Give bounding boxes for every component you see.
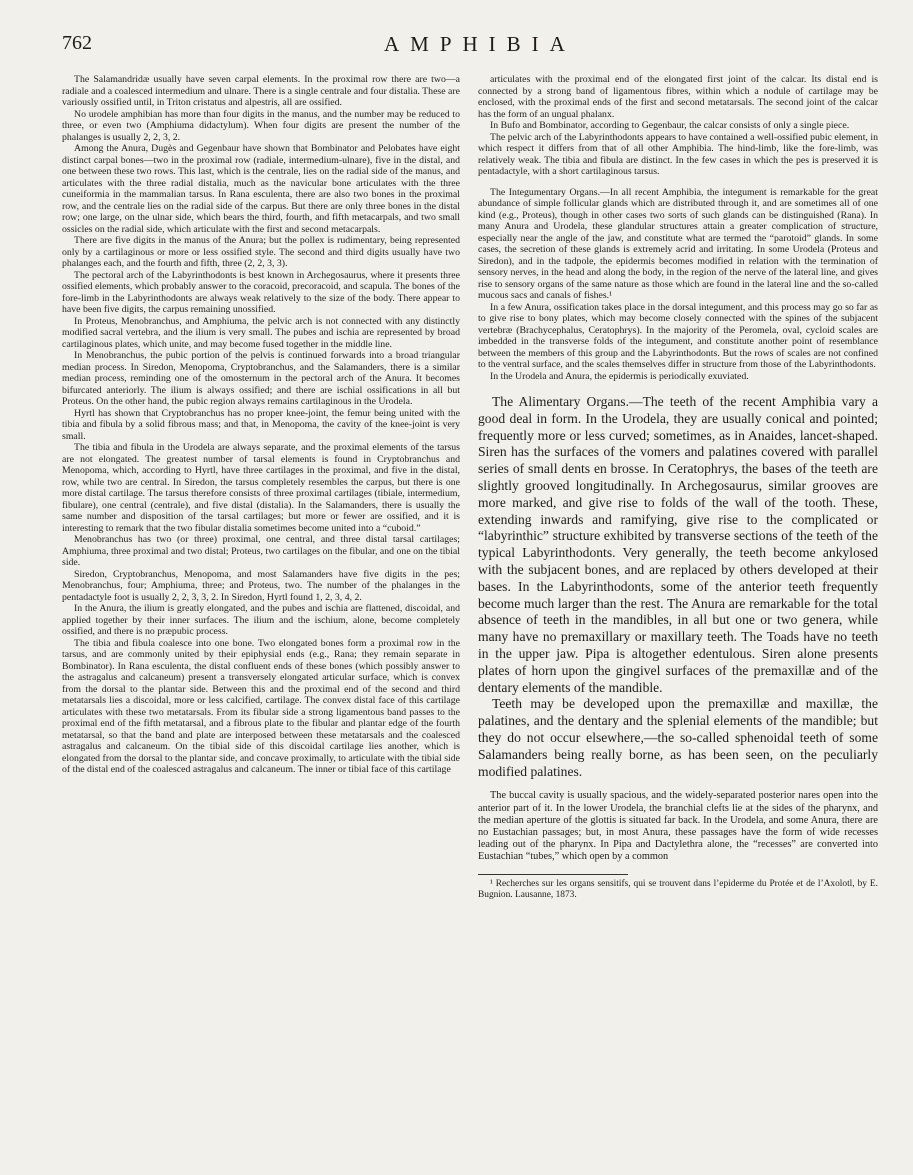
paragraph: The pectoral arch of the Labyrinthodonts is best known in Archegosaurus, where it presents three ossified elements, which probably answer to the coracoid, precoracoid, and scapula. The bones of the fore-limb in the Labyrinthodonts are always weak relatively to the size of the body. There appear to have been five digits, the carpus remaining unossified. xyxy=(62,269,460,315)
page-header xyxy=(62,32,873,66)
running-title: AMPHIBIA xyxy=(384,32,576,56)
paragraph: In the Anura, the ilium is greatly elongated, and the pubes and ischia are flattened, discoidal, and applied together by their inner surfaces. The ilium and the ischium, alone, become completely ossified, and there is no præpubic process. xyxy=(62,603,460,637)
right-large-block xyxy=(478,394,878,780)
paragraph: The tibia and fibula coalesce into one bone. Two elongated bones form a proximal row in the tarsus, and are commonly united by their epiphysial ends (e.g., Rana; they remain separate in Bombinator). In Rana esculenta, the distal confluent ends of these bones (which possibly answer to the astragalus and calcaneum) present a transversely elongated articular surface, which is convex from the dorsal to the plantar side. Between this and the proximal end of the second and third metatarsals lies a discoidal, more or less calcified, cartilage. The convex distal face of this cartilage articulates with these two metatarsals. From its fibular side a strong ligamentous band passes to the proximal end of the fifth metatarsal, and a fibrous plate to the fibular and plantar edge of the fourth metatarsal, so that the band and plate are interposed between these metatarsals and the coalesced astragalus and calcaneum. On the tibial side of this discoidal cartilage lies another, which is elongated from the dorsal to the plantar side, and concave proximally, to articulate with the tibial side of the distal end of the coalesced astragalus and calcaneum. The inner or tibial face of this cartilage xyxy=(62,637,460,775)
section-alimentary: The Alimentary Organs.—The teeth of the recent Amphibia vary a good deal in form. In the Urodela, they are usually conical and pointed; frequently more or less curved; sometimes, as in Anaides, lancet-shaped. Siren has the surfaces of the vomers and palatines covered with parallel series of small dents en brosse. In Ceratophrys, the bases of the teeth are slightly grooved longitudinally. In Archegosaurus, similar grooves are more marked, and give rise to folds of the wall of the tooth. These, extending inwards and ramifying, give rise to the complicated or “labyrinthic” structure exhibited by transverse sections of the teeth of the typical Labyrinthodonts. Very generally, the teeth become ankylosed with the subjacent bones, and are replaced by others developed at their bases. In the Labyrinthodonts, some of the anterior teeth frequently become much larger than the rest. The Anura are remarkable for the total absence of teeth in the mandibles, in all but one or two genera, while many have no premaxillary or maxillary teeth. The Toads have no teeth in the upper jaw. Pipa is altogether edentulous. Siren alone presents plates of horn upon the gingivel surfaces of the premaxillæ and of the dentary elements of the mandible. xyxy=(478,394,878,695)
paragraph: Siredon, Cryptobranchus, Menopoma, and most Salamanders have five digits in the pes; Menobranchus, four; Amphiuma, three; and Proteus, two. The number of the phalanges in the pentadactyle foot is usually 2, 2, 3, 3, 2. In Siredon, Hyrtl found 1, 2, 3, 4, 2. xyxy=(62,568,460,603)
paragraph: Menobranchus has two (or three) proximal, one central, and three distal tarsal cartilages; Amphiuma, three proximal and two distal; Proteus, two cartilages on the fibular, and one on the tibial side. xyxy=(62,534,460,568)
paragraph: Among the Anura, Dugès and Gegenbaur have shown that Bombinator and Pelobates have eight distinct carpal bones—two in the proximal row (radiale, intermedium-ulnare), five in the distal, and one between these two rows. This last, which is the centrale, lies on the radial side of the manus, and articulates with the three radial distalia, much as the navicular bone articulates with the three cuneiformia in the mammalian tarsus. In Rana esculenta, there are also two bones in the proximal row, and the centrale lies on the radial side of the carpus. But there are only three bones in the distal row; one large, on the ulnar side, which bears the third, fourth, and fifth metacarpals, and two small ossicles on the radial side, which articulate with the first and second metacarpals. xyxy=(62,143,460,235)
right-column xyxy=(478,74,878,1164)
footnote: ¹ Recherches sur les organs sensitifs, qui se trouvent dans l’epiderme du Protée et de l’Axolotl, by E. Bugnion. Lausanne, 1873. xyxy=(478,878,878,900)
paragraph: In Proteus, Menobranchus, and Amphiuma, the pelvic arch is not connected with any distinctly modified sacral vertebra, and the ilium is very small. The pubes and ischia are represented by broad cartilaginous plates, which unite, and may become fused together in the middle line. xyxy=(62,315,460,350)
paragraph: The pelvic arch of the Labyrinthodonts appears to have contained a well-ossified pubic element, in which respect it differs from that of all other Amphibia. The hind-limb, like the fore-limb, was relatively weak. The tibia and fibula are distinct. In the few cases in which the pes is preserved it is pentadactyle, with a short cartilaginous tarsus. xyxy=(478,131,878,177)
paragraph: In Menobranchus, the pubic portion of the pelvis is continued forwards into a broad triangular median process. In Siredon, Menopoma, Cryptobranchus, and the Salamanders, there is a similar median process, reminding one of the omosternum in the pectoral arch of the Anura. It becomes bifurcated anteriorly. The ilium is always ossified; and there are ischial ossifications in all but Proteus. On the other hand, the pubic region always remains cartilaginous in the Urodela. xyxy=(62,350,460,407)
paragraph: In Bufo and Bombinator, according to Gegenbaur, the calcar consists of only a single piece. xyxy=(490,120,850,131)
paragraph: articulates with the proximal end of the elongated first joint of the calcar. Its distal end is connected by a strong band of ligamentous fibres, within which a nodule of cartilage may be enclosed, with the proximal ends of the first and second metatarsals. The second joint of the calcar has the form of an ungual phalanx. xyxy=(478,74,878,120)
page-number: 762 xyxy=(62,32,92,54)
paragraph: Teeth may be developed upon the premaxillæ and maxillæ, the palatines, and the dentary and the splenial elements of the mandible; but they do not occur elsewhere,—the so-called sphenoidal teeth of some Salamanders being really borne, as has been seen, on the peculiarly modified palatines. xyxy=(478,696,878,779)
paragraph: In a few Anura, ossification takes place in the dorsal integument, and this process may go so far as to give rise to bony plates, which may become closely connected with the spines of the subjacent vertebræ (Brachycephalus, Ceratophrys). In the majority of the Peromela, oval, cycloid scales are imbedded in the transverse folds of the integument, and constitute another point of resemblance between the members of this group and the Labyrinthodonts. But the rows of scales are not confined to the ventral surface, and the scales themselves differ in structure from those of the Labyrinthodonts. xyxy=(478,301,878,370)
paragraph: Hyrtl has shown that Cryptobranchus has no proper knee-joint, the femur being united with the tibia and fibula by a solid fibrous mass; and that, in Menopoma, the cavity of the knee-joint is very small. xyxy=(62,407,460,442)
left-column xyxy=(62,74,460,1164)
paragraph: In the Urodela and Anura, the epidermis is periodically exuviated. xyxy=(490,370,749,382)
right-bottom-block xyxy=(478,790,878,863)
right-top-block xyxy=(478,74,878,382)
paragraph: There are five digits in the manus of the Anura; but the pollex is rudimentary, being represented only by a cartilaginous or more or less ossified style. The second and third digits usually have two phalanges each, and the fourth and fifth, three (2, 2, 3, 3). xyxy=(62,235,460,269)
paragraph: The buccal cavity is usually spacious, and the widely-separated posterior nares open into the anterior part of it. In the lower Urodela, the branchial clefts lie at the sides of the pharynx, and the median aperture of the glottis is situated far back. In the Urodela, and some Anura, there are no Eustachian passages; but, in most Anura, these passages have the form of wide recesses leading out of the pharynx. In Pipa and Dactylethra alone, the “recesses” are converted into Eustachian “tubes,” which open by a common xyxy=(478,790,878,863)
section-integumentary: The Integumentary Organs.—In all recent Amphibia, the integument is remarkable for the great abundance of simple follicular glands which are distributed through it, and are sometimes all of one kind (e.g., Proteus), though in other cases two sorts of such glands can be distinguished (Rana). In many Anura and Urodela, these glandular structures attain a greater complication of structure, especially near the angle of the jaw, and constitute what are termed the “parotoid” glands. In some cases, the secretion of these glands is extremely acrid and irritating. In some Urodela (Proteus and Siredon), and in the tadpole, the epidermis becomes modified in relation with the termination of sensory nerves, in the head and along the body, in the region of the nerve of the lateral line, and gives rise to sensory organs of the same nature as those which are found in the lateral line and the so-called mucous sacs and canals of fishes.¹ xyxy=(478,186,878,301)
footnote-rule xyxy=(478,874,628,875)
paragraph: The Salamandridæ usually have seven carpal elements. In the proximal row there are two—a radiale and a coalesced intermedium and ulnare. There is a single centrale and four distalia. These are variously ossified until, in Triton cristatus and alpestris, all are ossified. xyxy=(62,74,460,108)
paragraph: The tibia and fibula in the Urodela are always separate, and the proximal elements of the tarsus are not elongated. The greatest number of tarsal elements is found in Cryptobranchus and Menopoma, which, according to Hyrtl, have three cartilages in the proximal, and five in the distal, row, while two are central. In Siredon, the tarsus completely resembles the carpus, but there is one more distal cartilage. The tarsus therefore consists of three proximal cartilages (tibiale, intermedium, fibulare), one central (centrale), and five distal (distalia). In the Salamanders, there is usually the same number and disposition of the tarsal cartilages; but more or fewer are ossified, and it is interesting to remark that the two fibular distalia sometimes become united into a “cuboid.” xyxy=(62,442,460,534)
paragraph: No urodele amphibian has more than four digits in the manus, and the number may be reduced to three, or even two (Amphiuma didactylum). When four digits are present the number of the phalanges is usually 2, 2, 3, 2. xyxy=(62,108,460,143)
